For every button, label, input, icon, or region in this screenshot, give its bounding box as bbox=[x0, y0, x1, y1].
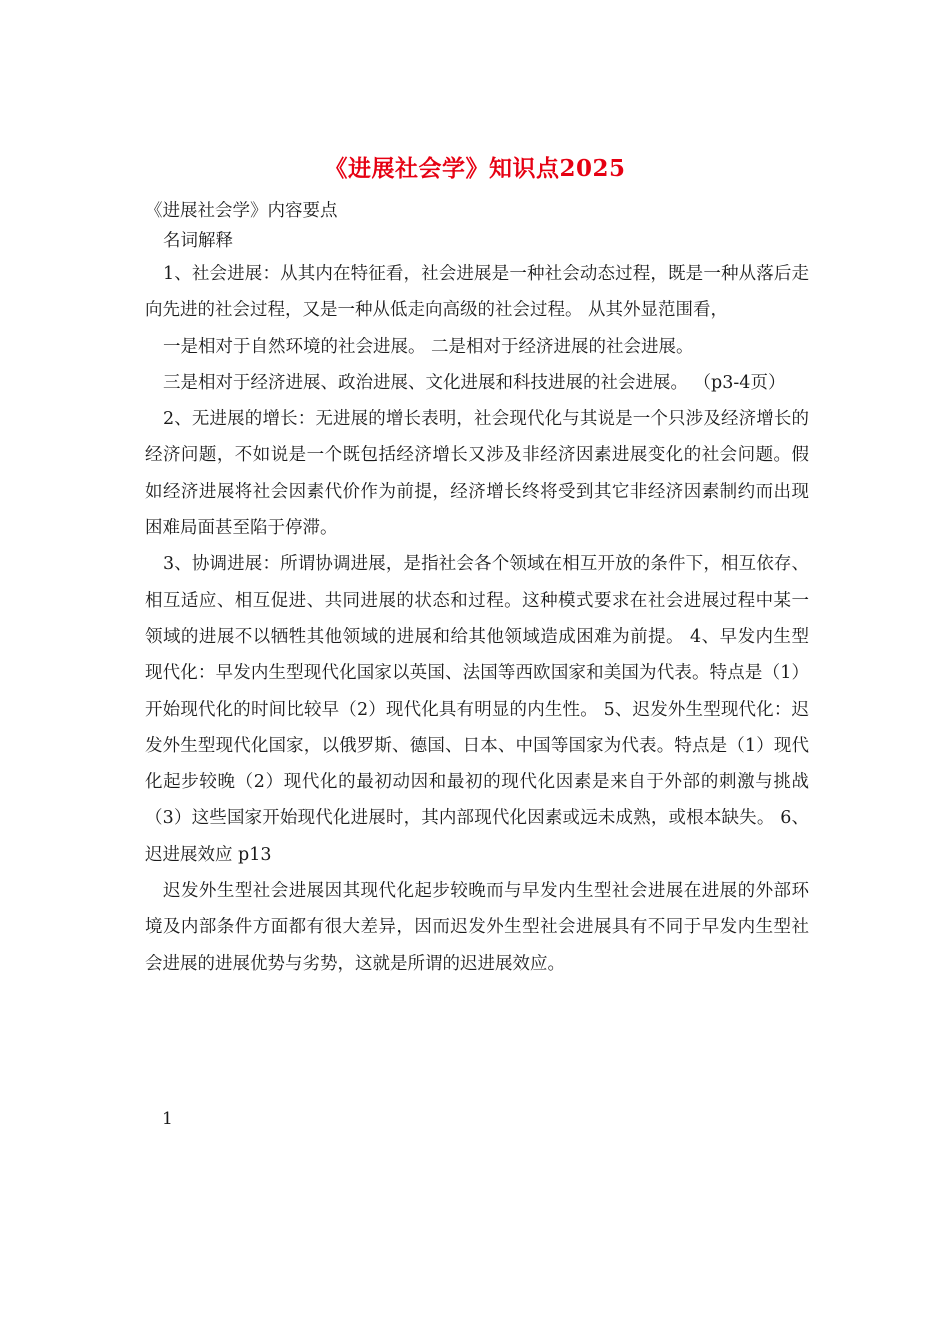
paragraph-late-development-effect: 迟发外生型社会进展因其现代化起步较晚而与早发内生型社会进展在进展的外部环境及内部条件方面都有很大差异，因而迟发外生型社会进展具有不同于早发内生型社会进展的进展优势与劣势，这就是所谓的迟进展效应。 bbox=[145, 881, 809, 974]
document-subtitle: 《进展社会学》内容要点 bbox=[145, 201, 338, 221]
paragraph-social-development: 1、社会进展：从其内在特征看，社会进展是一种社会动态过程，既是一种从落后走向先进的社会过程，又是一种从低走向高级的社会过程。 从其外显范围看， bbox=[145, 264, 809, 321]
section-heading: 名词解释 bbox=[163, 231, 233, 251]
paragraph-first-scope: 一是相对于自然环境的社会进展。 二是相对于经济进展的社会进展。 bbox=[163, 336, 694, 357]
paragraph-third-scope: 三是相对于经济进展、政治进展、文化进展和科技进展的社会进展。 （p3-4页） bbox=[163, 372, 786, 393]
paragraph-coordinated-development: 3、协调进展：所谓协调进展，是指社会各个领域在相互开放的条件下，相互依存、相互适应、相互促进、共同进展的状态和过程。这种模式要求在社会进展过程中某一领域的进展不以牺牲其他领域的进展和给其他领域造成困难为前提。 4、早发内生型现代化：早发内生型现代化国家以英国、法国等西欧国家和美国为代表。特点是（1）开始现代化的时间比较早（2）现代化具有明显的内生性。 5、迟发外生型现代化：迟发外生型现代化国家，以俄罗斯、德国、日本、中国等国家为代表。特点是（1）现代化起步较晚（2）现代化的最初动因和最初的现代化因素是来自于外部的刺激与挑战（3）这些国家开始现代化进展时，其内部现代化因素或远未成熟，或根本缺失。 6、迟进展效应 p13 bbox=[145, 554, 809, 865]
page-number: 1 bbox=[162, 1109, 173, 1129]
document-title: 《进展社会学》知识点2025 bbox=[324, 155, 626, 182]
document-body bbox=[145, 196, 809, 982]
paragraph-growth-without-development: 2、无进展的增长：无进展的增长表明，社会现代化与其说是一个只涉及经济增长的经济问题，不如说是一个既包括经济增长又涉及非经济因素进展变化的社会问题。假如经济进展将社会因素代价作为前提，经济增长终将受到其它非经济因素制约而出现困难局面甚至陷于停滞。 bbox=[145, 409, 809, 539]
